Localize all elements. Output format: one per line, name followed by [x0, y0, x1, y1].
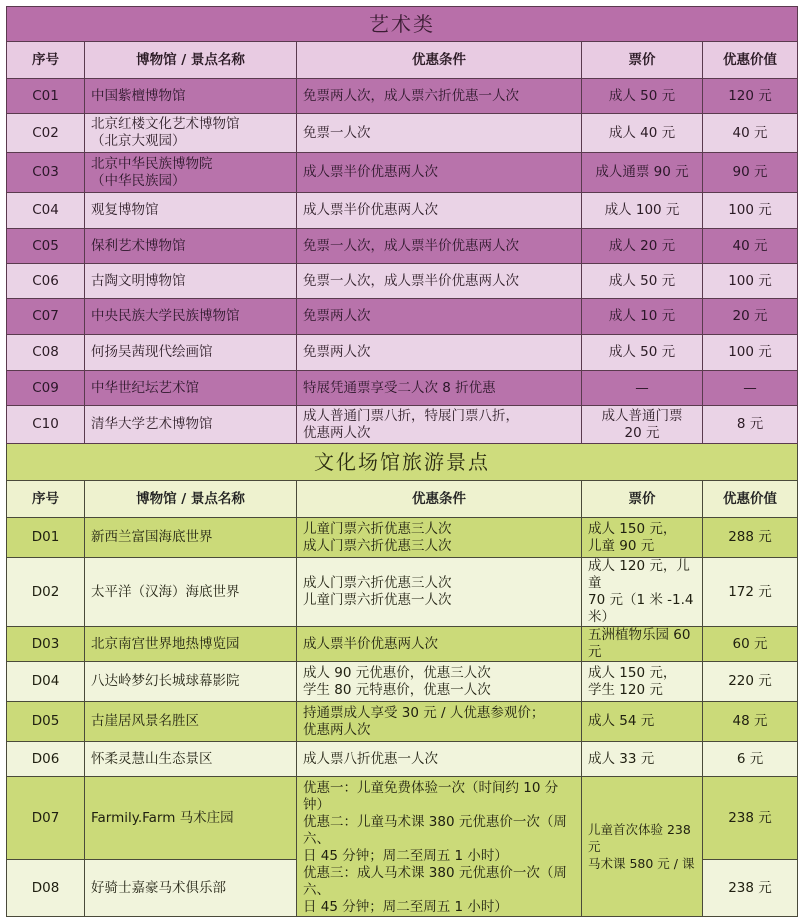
discount-condition [297, 229, 582, 264]
discount-condition-line: 优惠一：儿童免费体验一次（时间约 10 分钟） [303, 780, 559, 813]
row-id: C03 [7, 153, 85, 193]
discount-condition-line: 优惠三：成人马术课 380 元优惠价一次（周六、 [303, 865, 567, 898]
table-row [7, 742, 798, 777]
discount-condition [297, 558, 582, 627]
table-row [7, 777, 798, 860]
discount-condition-line: 成人票半价优惠两人次 [303, 635, 438, 652]
discount-condition-line: 持通票成人享受 30 元 / 人优惠参观价； [303, 704, 545, 721]
header-id: 序号 [7, 42, 85, 79]
table-row [7, 335, 798, 371]
table-row [7, 702, 798, 742]
header-condition: 优惠条件 [297, 481, 582, 518]
row-id: D02 [7, 558, 85, 627]
ticket-price-line: 成人 150 元， [588, 520, 677, 537]
discount-value: 60 元 [703, 627, 798, 662]
row-id: C01 [7, 79, 85, 114]
discount-condition-line: 儿童门票六折优惠三人次 [303, 520, 452, 537]
ticket-price-line: 成人 20 元 [608, 237, 676, 254]
venue-name [85, 264, 297, 299]
discount-value: 100 元 [703, 264, 798, 299]
discount-condition-line: 免票两人次 [303, 308, 371, 324]
discount-condition-line: 成人门票六折优惠三人次 [303, 575, 452, 591]
ticket-price-line: 20 元 [624, 424, 660, 441]
discount-value: 40 元 [703, 229, 798, 264]
venue-name [85, 299, 297, 335]
discount-value: 172 元 [703, 558, 798, 627]
discount-table [6, 6, 798, 917]
table-row [7, 299, 798, 335]
section-title-culture [7, 444, 798, 481]
ticket-price [582, 777, 703, 917]
discount-condition-line: 优惠两人次 [303, 424, 371, 441]
ticket-price-line: 成人 50 元 [608, 87, 676, 104]
venue-name [85, 662, 297, 702]
row-id: C06 [7, 264, 85, 299]
ticket-price-line: 成人 150 元， [588, 664, 677, 681]
table-row [7, 406, 798, 444]
venue-name [85, 406, 297, 444]
ticket-price [582, 627, 703, 662]
venue-name [85, 627, 297, 662]
row-id: C08 [7, 335, 85, 371]
venue-name [85, 193, 297, 229]
venue-name [85, 79, 297, 114]
ticket-price-line: 儿童 90 元 [588, 537, 655, 554]
venue-name-line: 何扬吴茜现代绘画馆 [91, 344, 213, 360]
discount-condition-line: 免票两人次 [303, 344, 371, 360]
table-row [7, 193, 798, 229]
discount-condition-line: 成人普通门票八折，特展门票八折， [303, 407, 519, 424]
header-id: 序号 [7, 481, 85, 518]
section-title-art [7, 7, 798, 42]
row-id: D06 [7, 742, 85, 777]
discount-condition-line: 优惠二：儿童马术课 380 元优惠价一次（周六、 [303, 814, 567, 847]
table-row [7, 518, 798, 558]
ticket-price [582, 153, 703, 193]
row-id: D05 [7, 702, 85, 742]
discount-condition [297, 193, 582, 229]
ticket-price-line: 成人 10 元 [608, 308, 676, 324]
discount-value: 6 元 [703, 742, 798, 777]
discount-condition [297, 153, 582, 193]
ticket-price [582, 558, 703, 627]
discount-value: 220 元 [703, 662, 798, 702]
discount-condition-line: 免票一人次，成人票半价优惠两人次 [303, 272, 519, 289]
ticket-price-line: 成人 50 元 [608, 272, 676, 289]
ticket-price [582, 662, 703, 702]
row-id: C07 [7, 299, 85, 335]
table-row [7, 79, 798, 114]
header-name: 博物馆 / 景点名称 [85, 42, 297, 79]
discount-value: 20 元 [703, 299, 798, 335]
ticket-price-line: 成人通票 90 元 [595, 164, 689, 180]
row-id: C09 [7, 371, 85, 406]
row-id: D01 [7, 518, 85, 558]
discount-condition-line: 成人门票六折优惠三人次 [303, 537, 452, 554]
ticket-price-line: 学生 120 元 [588, 681, 663, 698]
discount-condition [297, 299, 582, 335]
header-value: 优惠价值 [703, 481, 798, 518]
discount-condition-line: 成人票半价优惠两人次 [303, 202, 438, 218]
row-id: C02 [7, 114, 85, 153]
ticket-price-line: 70 元（1 米 -1.4 米） [588, 592, 694, 625]
discount-condition [297, 777, 582, 917]
table-row [7, 153, 798, 193]
discount-value: 100 元 [703, 193, 798, 229]
table-row [7, 114, 798, 153]
ticket-price [582, 114, 703, 153]
discount-value: 100 元 [703, 335, 798, 371]
discount-condition-line: 儿童门票六折优惠一人次 [303, 592, 452, 608]
discount-condition [297, 662, 582, 702]
discount-condition-line: 日 45 分钟；周二至周五 1 小时） [303, 848, 508, 864]
venue-name [85, 153, 297, 193]
discount-condition [297, 114, 582, 153]
discount-condition [297, 518, 582, 558]
discount-condition-line: 学生 80 元特惠价，优惠一人次 [303, 681, 491, 698]
ticket-price [582, 702, 703, 742]
table-header-art [7, 42, 798, 79]
venue-name-line: 新西兰富国海底世界 [91, 529, 213, 545]
discount-condition-line: 日 45 分钟；周二至周五 1 小时） [303, 899, 508, 915]
discount-value: 238 元 [703, 860, 798, 917]
table-row [7, 558, 798, 627]
ticket-price-line: 成人 100 元 [604, 202, 680, 218]
discount-condition [297, 335, 582, 371]
venue-name-line: （中华民族园） [91, 172, 186, 189]
ticket-price-line: 成人普通门票 [601, 407, 683, 424]
venue-name [85, 335, 297, 371]
ticket-price [582, 406, 703, 444]
ticket-price [582, 229, 703, 264]
ticket-price [582, 371, 703, 406]
row-id: C05 [7, 229, 85, 264]
discount-value: 48 元 [703, 702, 798, 742]
header-condition: 优惠条件 [297, 42, 582, 79]
ticket-price [582, 193, 703, 229]
ticket-price-line: 成人 120 元，儿童 [588, 558, 690, 591]
table-row [7, 229, 798, 264]
ticket-price-line: 马术课 580 元 / 课 [588, 856, 695, 871]
row-id: D07 [7, 777, 85, 860]
venue-name: 好骑士嘉豪马术俱乐部 [85, 860, 297, 917]
row-id: D08 [7, 860, 85, 917]
venue-name-line: （北京大观园） [91, 133, 186, 149]
venue-name-line: 北京红楼文化艺术博物馆 [91, 116, 240, 132]
discount-value: — [703, 371, 798, 406]
discount-condition [297, 627, 582, 662]
venue-name-line: 清华大学艺术博物馆 [91, 416, 213, 432]
discount-condition [297, 406, 582, 444]
ticket-price [582, 79, 703, 114]
venue-name-line: 古陶文明博物馆 [91, 272, 186, 289]
ticket-price-line: 成人 54 元 [588, 713, 655, 729]
section-title: 艺术类 [7, 7, 798, 42]
discount-condition-line: 特展凭通票享受二人次 8 折优惠 [303, 379, 496, 396]
venue-name: Farmily.Farm 马术庄园 [85, 777, 297, 860]
ticket-price [582, 742, 703, 777]
discount-value: 120 元 [703, 79, 798, 114]
header-value: 优惠价值 [703, 42, 798, 79]
discount-value: 288 元 [703, 518, 798, 558]
venue-name-line: 中华世纪坛艺术馆 [91, 379, 199, 396]
ticket-price-line: 成人 33 元 [588, 750, 655, 767]
discount-condition-line: 免票两人次，成人票六折优惠一人次 [303, 87, 519, 104]
ticket-price-line: 成人 40 元 [608, 124, 676, 141]
discount-condition [297, 371, 582, 406]
table-row [7, 371, 798, 406]
row-id: D03 [7, 627, 85, 662]
discount-value: 238 元 [703, 777, 798, 860]
venue-name-line: 怀柔灵慧山生态景区 [91, 750, 213, 767]
venue-name [85, 371, 297, 406]
header-price: 票价 [582, 481, 703, 518]
venue-name-line: 北京南宫世界地热博览园 [91, 635, 240, 652]
discount-table-container [6, 6, 797, 917]
discount-condition-line: 成人票半价优惠两人次 [303, 164, 438, 180]
discount-condition-line: 成人票八折优惠一人次 [303, 750, 438, 767]
row-id: C10 [7, 406, 85, 444]
discount-condition-line: 成人 90 元优惠价，优惠三人次 [303, 664, 491, 681]
venue-name [85, 742, 297, 777]
ticket-price-line: 成人 50 元 [608, 344, 676, 360]
venue-name [85, 702, 297, 742]
venue-name-line: 观复博物馆 [91, 202, 159, 218]
venue-name-line: 八达岭梦幻长城球幕影院 [91, 673, 240, 689]
venue-name [85, 229, 297, 264]
discount-condition-line: 优惠两人次 [303, 721, 371, 738]
table-row [7, 627, 798, 662]
venue-name-line: 北京中华民族博物院 [91, 155, 213, 172]
row-id: D04 [7, 662, 85, 702]
ticket-price [582, 264, 703, 299]
ticket-price [582, 335, 703, 371]
discount-value: 8 元 [703, 406, 798, 444]
venue-name [85, 114, 297, 153]
table-row [7, 662, 798, 702]
ticket-price-line: 五洲植物乐园 60 元 [588, 627, 691, 660]
venue-name-line: 太平洋（汉海）海底世界 [91, 583, 240, 600]
header-name: 博物馆 / 景点名称 [85, 481, 297, 518]
header-price: 票价 [582, 42, 703, 79]
discount-condition [297, 742, 582, 777]
discount-condition [297, 264, 582, 299]
ticket-price-line: 儿童首次体验 238 元 [588, 822, 691, 854]
ticket-price [582, 299, 703, 335]
discount-value: 40 元 [703, 114, 798, 153]
table-row [7, 264, 798, 299]
discount-value: 90 元 [703, 153, 798, 193]
venue-name-line: 古崖居风景名胜区 [91, 713, 199, 729]
venue-name-line: 保利艺术博物馆 [91, 237, 186, 254]
row-id: C04 [7, 193, 85, 229]
ticket-price [582, 518, 703, 558]
section-title: 文化场馆旅游景点 [7, 444, 798, 481]
discount-condition [297, 702, 582, 742]
discount-condition-line: 免票一人次 [303, 124, 371, 141]
venue-name [85, 518, 297, 558]
discount-condition [297, 79, 582, 114]
table-header-culture [7, 481, 798, 518]
discount-condition-line: 免票一人次，成人票半价优惠两人次 [303, 237, 519, 254]
venue-name [85, 558, 297, 627]
venue-name-line: 中央民族大学民族博物馆 [91, 308, 240, 324]
venue-name-line: 中国紫檀博物馆 [91, 87, 186, 104]
ticket-price-line: — [635, 379, 649, 396]
